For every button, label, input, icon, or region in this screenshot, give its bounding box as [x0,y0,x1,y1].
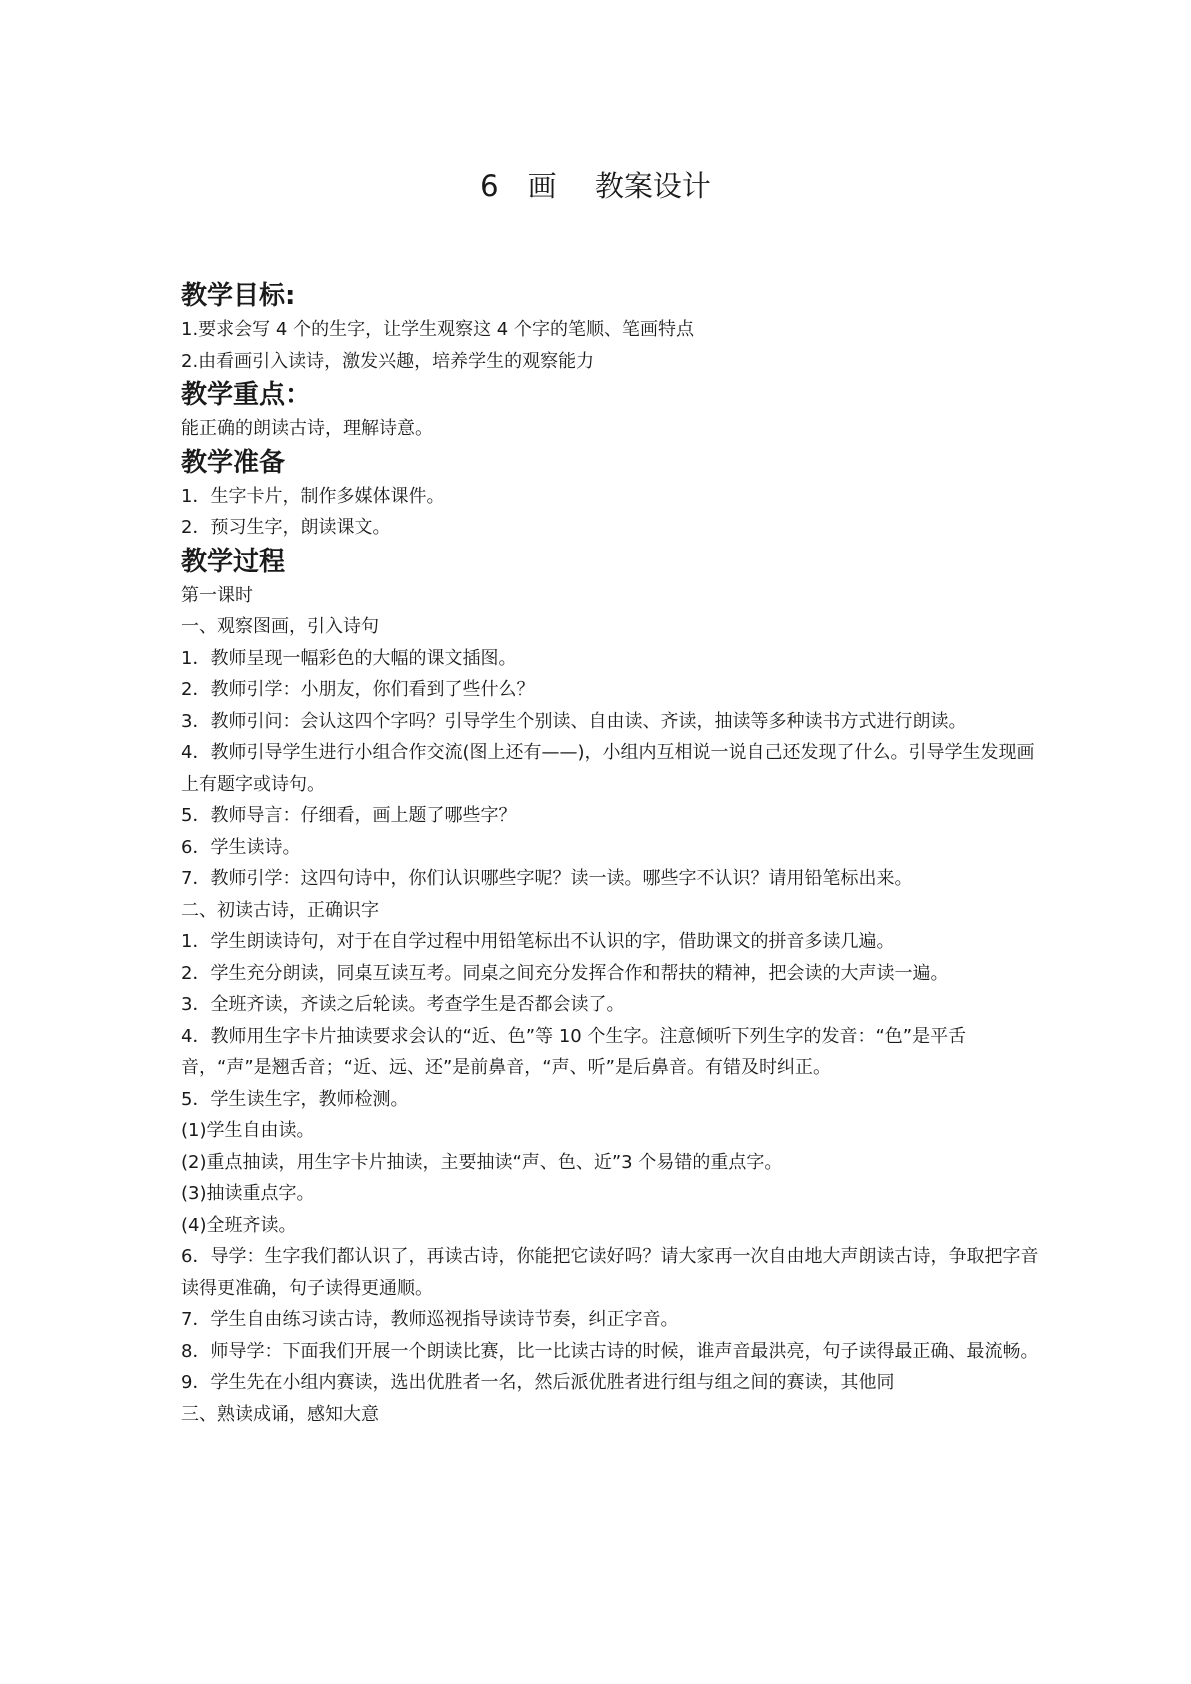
process-paragraph: 8．师导学：下面我们开展一个朗读比赛，比一比读古诗的时候，谁声音最洪亮，句子读得最正确、最流畅。 [181,1340,1039,1362]
process-line: (3)抽读重点字。 [181,1183,315,1204]
process-paragraph: 6．导学：生字我们都认识了，再读古诗，你能把它读好吗？请大家再一次自由地大声朗读古诗，争取把字音读得更准确，句子读得更通顺。 [181,1246,1039,1299]
heading-teaching-process: 教学过程 [181,546,286,577]
process-line: 1．学生朗读诗句，对于在自学过程中用铅笔标出不认识的字，借助课文的拼音多读几遍。 [181,931,895,952]
document-title: 6 画 教案设计 [480,169,711,203]
process-line: 1．教师呈现一幅彩色的大幅的课文插图。 [181,647,517,669]
prep-line-1: 1．生字卡片，制作多媒体课件。 [181,485,445,507]
process-line: 一、观察图画，引入诗句 [181,616,379,637]
process-line: 9．学生先在小组内赛读，选出优胜者一名，然后派优胜者进行组与组之间的赛读，其他同 [181,1372,895,1393]
prep-line-2: 2．预习生字，朗读课文。 [181,517,391,538]
process-line: 3．全班齐读，齐读之后轮读。考查学生是否都会读了。 [181,994,625,1015]
focus-line-1: 能正确的朗读古诗，理解诗意。 [181,418,433,439]
process-line: 5．学生读生字，教师检测。 [181,1088,409,1110]
process-paragraph: 3．教师引问：会认这四个字吗？引导学生个别读、自由读、齐读，抽读等多种读书方式进行朗读。 [181,710,967,732]
process-line: (1)学生自由读。 [181,1120,315,1141]
heading-teaching-prep: 教学准备 [181,447,286,478]
process-line: 7．学生自由练习读古诗，教师巡视指导读诗节奏，纠正字音。 [181,1309,679,1330]
process-line: (2)重点抽读，用生字卡片抽读，主要抽读“声、色、近”3 个易错的重点字。 [181,1151,783,1173]
process-paragraph: 4．教师引导学生进行小组合作交流(图上还有——)，小组内互相说一说自己还发现了什么。引导学生发现画上有题字或诗句。 [181,742,1035,795]
heading-teaching-goals: 教学目标: [181,281,296,311]
heading-teaching-focus: 教学重点： [181,380,312,410]
process-line: 第一课时 [181,584,253,606]
goal-line-2: 2.由看画引入读诗，激发兴趣，培养学生的观察能力 [181,350,595,372]
process-paragraph: 2．学生充分朗读，同桌互读互考。同桌之间充分发挥合作和帮扶的精神，把会读的大声读一遍。 [181,962,949,984]
process-line: 6．学生读诗。 [181,836,301,858]
process-line: 5．教师导言：仔细看，画上题了哪些字？ [181,805,517,826]
document-body [181,278,1041,1430]
process-paragraph: 4．教师用生字卡片抽读要求会认的“近、色”等 10 个生字。注意倾听下列生字的发音：“色”是平舌音，“声”是翘舌音；“近、远、还”是前鼻音，“声、听”是后鼻音。有错及时纠正。 [181,1025,967,1078]
process-line: (4)全班齐读。 [181,1214,297,1236]
goal-line-1: 1.要求会写 4 个的生字，让学生观察这 4 个字的笔顺、笔画特点 [181,319,694,340]
process-line: 2．教师引学：小朋友，你们看到了些什么？ [181,679,535,700]
process-line: 二、初读古诗，正确识字 [181,899,379,921]
process-line: 7．教师引学：这四句诗中，你们认识哪些字呢？读一读。哪些字不认识？请用铅笔标出来。 [181,868,913,889]
process-line: 三、熟读成诵，感知大意 [181,1403,379,1425]
